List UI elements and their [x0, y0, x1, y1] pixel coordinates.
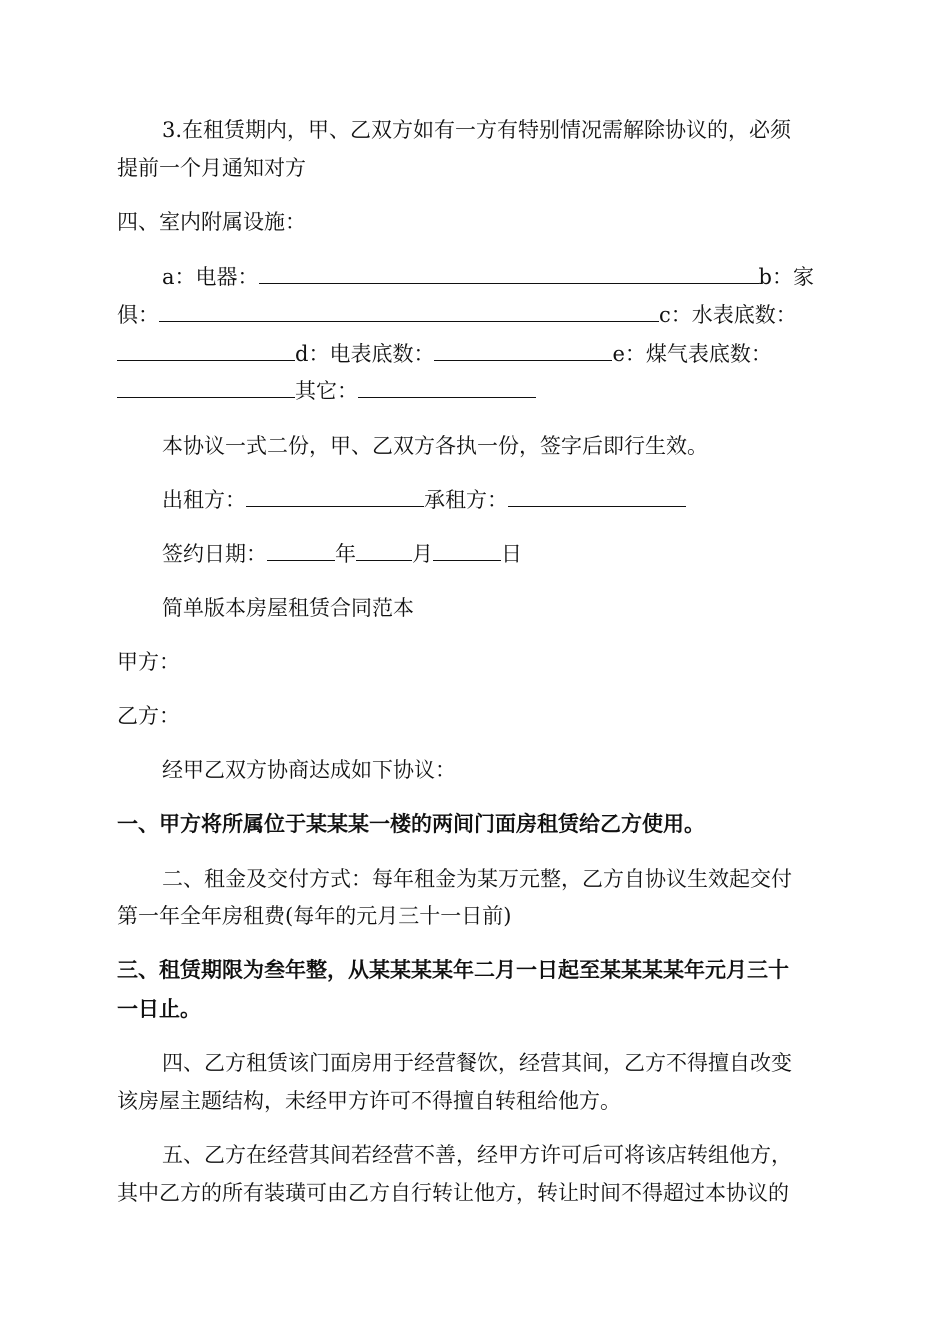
template-title: 简单版本房屋租赁合同范本 — [162, 596, 414, 620]
month-label: 月 — [412, 542, 433, 566]
facility-b-label-continued: 俱： — [117, 303, 159, 327]
lessor-label: 出租方： — [162, 488, 246, 512]
clause-3-line-1-bold: 三、租赁期限为叁年整，从某某某某年二月一日起至某某某某年元月三十 — [117, 958, 789, 982]
month-blank — [356, 542, 412, 561]
facilities-line-2 — [117, 302, 797, 328]
section-4-heading: 四、室内附属设施： — [117, 210, 306, 234]
facility-e-blank — [117, 379, 295, 398]
clause-3-line-1: 3.在租赁期内，甲、乙双方如有一方有特别情况需解除协议的，必须 — [162, 118, 792, 142]
facility-b-blank — [159, 303, 659, 322]
agreement-intro: 经甲乙双方协商达成如下协议： — [162, 758, 456, 782]
year-label: 年 — [335, 542, 356, 566]
clause-4-line-1: 四、乙方租赁该门面房用于经营餐饮，经营其间，乙方不得擅自改变 — [162, 1051, 792, 1075]
copies-statement: 本协议一式二份，甲、乙双方各执一份，签字后即行生效。 — [162, 434, 708, 458]
clause-3-line-2: 提前一个月通知对方 — [117, 156, 306, 180]
day-blank — [433, 542, 501, 561]
facility-d-blank — [434, 342, 612, 361]
day-label: 日 — [501, 542, 522, 566]
facility-c-blank — [117, 342, 295, 361]
sign-date-line — [162, 541, 522, 567]
sign-date-label: 签约日期： — [162, 542, 267, 566]
lessee-label: 承租方： — [424, 488, 508, 512]
clause-5-line-2: 其中乙方的所有装璜可由乙方自行转让他方，转让时间不得超过本协议的 — [117, 1181, 789, 1205]
facilities-line-1 — [162, 264, 814, 290]
year-blank — [267, 542, 335, 561]
party-b-label: 乙方： — [117, 704, 180, 728]
facility-c-label: c：水表底数： — [659, 303, 797, 327]
facilities-line-3 — [117, 341, 772, 367]
clause-1: 一、甲方将所属位于某某某一楼的两间门面房租赁给乙方使用。 — [117, 812, 705, 836]
facility-a-label: a：电器： — [162, 265, 259, 289]
clause-3-line-2-bold: 一日止。 — [117, 997, 201, 1021]
clause-4-line-2: 该房屋主题结构，未经甲方许可不得擅自转租给他方。 — [117, 1089, 621, 1113]
facility-a-blank — [259, 265, 759, 284]
facility-other-label: 其它： — [295, 379, 358, 403]
clause-2-line-2: 第一年全年房租费(每年的元月三十一日前) — [117, 904, 512, 928]
signature-line — [162, 487, 686, 513]
facility-d-label: d：电表底数： — [295, 342, 435, 366]
facility-e-label: e：煤气表底数： — [612, 342, 772, 366]
lessor-blank — [246, 488, 424, 507]
facilities-line-4 — [117, 378, 536, 404]
party-a-label: 甲方： — [117, 650, 180, 674]
clause-2-line-1: 二、租金及交付方式：每年租金为某万元整，乙方自协议生效起交付 — [162, 867, 792, 891]
lessee-blank — [508, 488, 686, 507]
facility-other-blank — [358, 379, 536, 398]
facility-b-label: b：家 — [758, 265, 814, 289]
clause-5-line-1: 五、乙方在经营其间若经营不善，经甲方许可后可将该店转组他方， — [162, 1143, 792, 1167]
